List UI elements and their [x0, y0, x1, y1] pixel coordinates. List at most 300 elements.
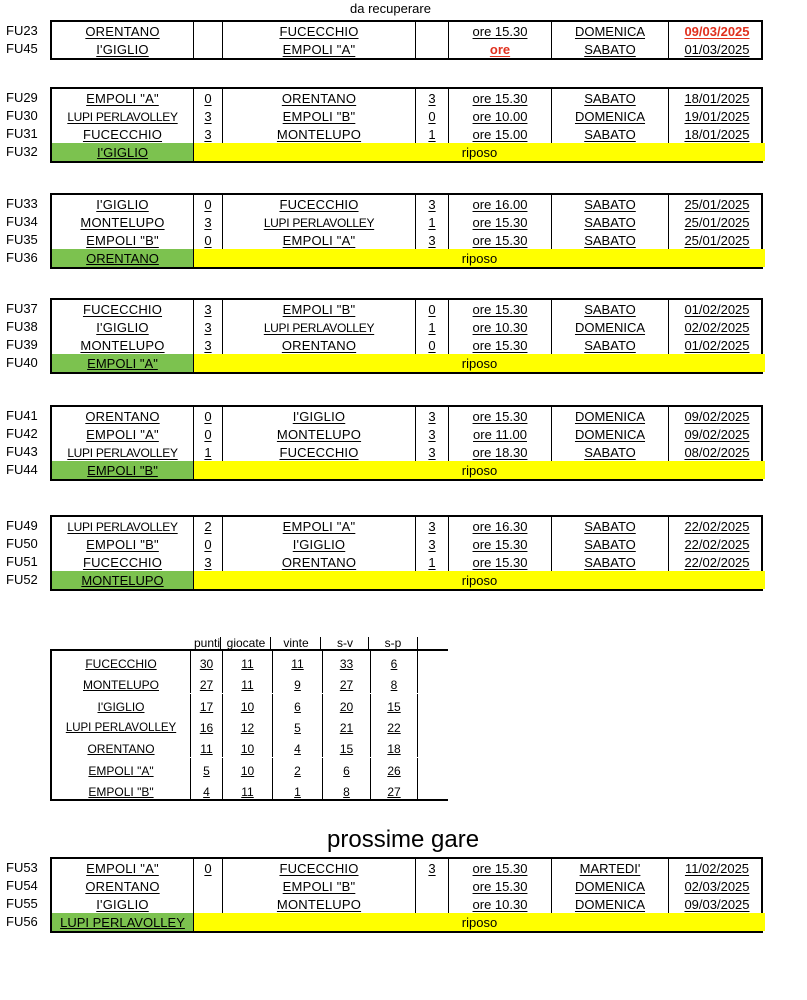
cell-as [415, 22, 448, 40]
riposo-team-name: ORENTANO [86, 251, 159, 266]
standings-value-team: LUPI PERLAVOLLEY [65, 721, 177, 734]
cell-as [415, 517, 448, 535]
match-code: FU34 [6, 214, 38, 229]
cell-home [52, 443, 193, 461]
riposo-label: riposo [461, 915, 498, 930]
cell-time [448, 231, 551, 249]
value-away: MONTELUPO [276, 427, 362, 442]
standings-value-punti: 16 [199, 720, 214, 735]
standings-table [50, 627, 448, 801]
value-home: EMPOLI "A" [86, 861, 159, 876]
standings-col-header: punti [193, 636, 220, 650]
cell-date [668, 553, 765, 571]
cell-hs [193, 107, 222, 125]
value-day: SABATO [584, 445, 636, 460]
cell-away [222, 213, 415, 231]
cell-home [52, 895, 193, 913]
cell-day [551, 300, 668, 318]
cell-away [222, 107, 415, 125]
cell-home [52, 336, 193, 354]
standings-value-punti: 5 [203, 763, 210, 778]
cell-home [52, 107, 193, 125]
cell-home [52, 89, 193, 107]
value-day: SABATO [584, 537, 636, 552]
cell-home [52, 300, 193, 318]
value-away: EMPOLI "A" [282, 519, 356, 534]
standings-team [52, 758, 190, 779]
match-code: FU45 [6, 41, 38, 56]
cell-as [415, 895, 448, 913]
standings-value-team: EMPOLI "B" [88, 784, 154, 799]
cell-time [448, 195, 551, 213]
value-date: 02/02/2025 [684, 320, 750, 335]
cell-time [448, 895, 551, 913]
cell-time [448, 859, 551, 877]
value-as: 1 [428, 555, 436, 570]
value-home: I'GIGLIO [96, 197, 149, 212]
value-home: FUCECCHIO [82, 555, 163, 570]
cell-away [222, 443, 415, 461]
cell-home [52, 231, 193, 249]
standings-giocate [222, 651, 272, 672]
standings-value-vinte: 6 [294, 699, 301, 714]
value-home: EMPOLI "B" [86, 233, 159, 248]
standings-value-vinte: 2 [294, 763, 301, 778]
standings-value-team: EMPOLI "A" [88, 763, 154, 778]
value-home: ORENTANO [85, 879, 160, 894]
cell-time [448, 407, 551, 425]
cell-as [415, 213, 448, 231]
value-day: SABATO [584, 302, 636, 317]
cell-day [551, 107, 668, 125]
value-date: 22/02/2025 [684, 519, 750, 534]
standings-sp [370, 651, 418, 672]
standings-value-vinte: 9 [294, 678, 301, 693]
cell-as [415, 535, 448, 553]
value-home: ORENTANO [85, 24, 160, 39]
value-home: ORENTANO [85, 409, 160, 424]
value-hs: 3 [204, 215, 212, 230]
value-away: FUCECCHIO [279, 861, 359, 876]
value-time: ore 11.00 [473, 427, 527, 442]
value-date: 09/02/2025 [684, 427, 750, 442]
value-away: FUCECCHIO [279, 445, 359, 460]
value-hs: 3 [204, 302, 212, 317]
standings-value-vinte: 11 [291, 657, 304, 671]
standings-value-sp: 6 [390, 657, 398, 671]
cell-home [52, 425, 193, 443]
match-code: FU44 [6, 462, 38, 477]
cell-away [222, 425, 415, 443]
match-row [52, 425, 761, 443]
cell-day [551, 517, 668, 535]
cell-away [222, 318, 415, 336]
cell-date [668, 300, 765, 318]
riposo-label: riposo [461, 251, 498, 266]
standings-punti [190, 758, 222, 779]
value-time: ore 15.00 [472, 127, 528, 142]
value-time: ore 15.30 [472, 879, 528, 894]
standings-value-sp: 22 [387, 720, 401, 735]
value-date: 01/03/2025 [684, 42, 750, 57]
value-date: 02/03/2025 [684, 879, 750, 894]
standings-value-giocate: 10 [240, 763, 255, 778]
cell-away [222, 407, 415, 425]
value-day: SABATO [584, 127, 636, 142]
standings-giocate [222, 715, 272, 736]
standings-sv [322, 651, 370, 672]
standings-value-vinte: 5 [294, 720, 301, 735]
match-row [52, 877, 761, 895]
standings-giocate [222, 779, 272, 800]
standings-sp [370, 672, 418, 693]
standings-value-punti: 17 [199, 699, 214, 714]
cell-hs [193, 443, 222, 461]
match-code: FU52 [6, 572, 38, 587]
standings-sp [370, 715, 418, 736]
standings-team [52, 715, 190, 736]
value-day: MARTEDI' [579, 861, 641, 876]
value-hs: 1 [204, 445, 212, 460]
value-as: 3 [428, 409, 436, 424]
value-home: FUCECCHIO [82, 127, 163, 142]
cell-away [222, 300, 415, 318]
match-block [50, 515, 763, 591]
riposo-band [193, 354, 765, 372]
next-matches-title: prossime gare [327, 826, 480, 853]
cell-hs [193, 407, 222, 425]
cell-hs [193, 877, 222, 895]
value-time: ore 16.00 [472, 197, 528, 212]
cell-hs [193, 89, 222, 107]
cell-time [448, 443, 551, 461]
riposo-team-name: EMPOLI "A" [87, 356, 158, 371]
match-code: FU50 [6, 536, 38, 551]
cell-date [668, 336, 765, 354]
cell-hs [193, 22, 222, 40]
cell-date [668, 535, 765, 553]
standings-value-sv: 21 [339, 720, 354, 735]
riposo-row [52, 571, 761, 589]
cell-home [52, 125, 193, 143]
value-hs: 3 [204, 555, 212, 570]
cell-time [448, 877, 551, 895]
match-row [52, 407, 761, 425]
value-date: 25/01/2025 [684, 197, 750, 212]
value-day: SABATO [584, 42, 636, 57]
cell-away [222, 877, 415, 895]
standings-vinte [272, 715, 322, 736]
match-code: FU38 [6, 319, 38, 334]
cell-date [668, 231, 765, 249]
value-hs: 0 [204, 197, 212, 212]
value-time: ore [489, 42, 511, 57]
match-code: FU54 [6, 878, 38, 893]
cell-away [222, 535, 415, 553]
match-row [52, 89, 761, 107]
value-hs: 3 [204, 127, 212, 142]
cell-day [551, 443, 668, 461]
standings-value-sp: 18 [387, 742, 401, 757]
cell-as [415, 336, 448, 354]
standings-value-sv: 15 [339, 742, 354, 757]
riposo-label: riposo [461, 356, 498, 371]
cell-date [668, 195, 765, 213]
value-as: 0 [428, 302, 436, 317]
value-date: 09/03/2025 [684, 24, 750, 39]
cell-date [668, 877, 765, 895]
value-date: 01/02/2025 [684, 338, 750, 353]
riposo-row [52, 249, 761, 267]
standings-value-sv: 27 [339, 678, 354, 693]
value-day: SABATO [584, 91, 636, 106]
value-date: 19/01/2025 [684, 109, 750, 124]
match-code: FU29 [6, 90, 38, 105]
standings-giocate [222, 672, 272, 693]
value-away: EMPOLI "A" [282, 233, 356, 248]
value-home: I'GIGLIO [96, 320, 149, 335]
value-date: 18/01/2025 [684, 91, 750, 106]
value-away: MONTELUPO [276, 897, 362, 912]
value-day: DOMENICA [574, 879, 646, 894]
match-code: FU51 [6, 554, 38, 569]
standings-value-sp: 8 [390, 678, 398, 693]
value-as: 3 [428, 233, 436, 248]
value-as: 3 [428, 537, 436, 552]
standings-value-giocate: 10 [240, 742, 255, 757]
cell-hs [193, 859, 222, 877]
value-as: 3 [428, 427, 436, 442]
value-home: LUPI PERLAVOLLEY [67, 446, 178, 460]
cell-as [415, 443, 448, 461]
value-home: I'GIGLIO [96, 897, 149, 912]
value-time: ore 16.30 [472, 519, 528, 534]
cell-day [551, 425, 668, 443]
cell-date [668, 895, 765, 913]
value-away: EMPOLI "B" [282, 879, 356, 894]
cell-day [551, 859, 668, 877]
value-as: 0 [428, 338, 436, 353]
cell-time [448, 213, 551, 231]
value-hs: 0 [204, 409, 212, 424]
value-away: LUPI PERLAVOLLEY [263, 321, 375, 335]
cell-day [551, 89, 668, 107]
riposo-team-name: EMPOLI "B" [87, 463, 158, 478]
match-code: FU40 [6, 355, 38, 370]
cell-hs [193, 895, 222, 913]
standings-value-team: ORENTANO [87, 742, 155, 757]
standings-punti [190, 651, 222, 672]
match-row [52, 535, 761, 553]
value-hs: 0 [204, 91, 212, 106]
riposo-team [52, 354, 193, 372]
cell-hs [193, 125, 222, 143]
standings-value-sp: 27 [387, 784, 401, 799]
cell-date [668, 22, 765, 40]
value-home: EMPOLI "A" [86, 91, 159, 106]
value-home: MONTELUPO [80, 338, 165, 353]
cell-away [222, 89, 415, 107]
cell-date [668, 859, 765, 877]
match-code: FU56 [6, 914, 38, 929]
value-day: SABATO [584, 555, 636, 570]
match-block [50, 20, 763, 60]
standings-sv [322, 736, 370, 757]
cell-away [222, 40, 415, 58]
value-as: 1 [428, 127, 436, 142]
standings-punti [190, 715, 222, 736]
cell-as [415, 195, 448, 213]
section-header-recuperare: da recuperare [350, 1, 431, 16]
riposo-team [52, 461, 193, 479]
value-hs: 0 [204, 537, 212, 552]
cell-as [415, 877, 448, 895]
value-day: DOMENICA [574, 409, 646, 424]
standings-value-team: I'GIGLIO [97, 699, 145, 714]
cell-home [52, 318, 193, 336]
match-row [52, 895, 761, 913]
match-row [52, 859, 761, 877]
cell-home [52, 535, 193, 553]
riposo-band [193, 143, 765, 161]
standings-body [50, 649, 448, 801]
cell-home [52, 553, 193, 571]
value-day: DOMENICA [574, 320, 646, 335]
value-as: 3 [428, 861, 436, 876]
riposo-row [52, 913, 761, 931]
match-code: FU30 [6, 108, 38, 123]
match-row [52, 553, 761, 571]
match-row [52, 22, 761, 40]
standings-giocate [222, 694, 272, 715]
match-code: FU36 [6, 250, 38, 265]
match-row [52, 336, 761, 354]
cell-date [668, 213, 765, 231]
standings-sp [370, 779, 418, 800]
cell-home [52, 22, 193, 40]
cell-date [668, 107, 765, 125]
match-row [52, 443, 761, 461]
standings-sv [322, 779, 370, 800]
cell-time [448, 425, 551, 443]
standings-team [52, 694, 190, 715]
riposo-row [52, 143, 761, 161]
value-time: ore 15.30 [472, 861, 528, 876]
cell-hs [193, 195, 222, 213]
standings-value-vinte: 4 [294, 742, 301, 757]
value-time: ore 10.30 [472, 897, 528, 912]
value-time: ore 15.30 [472, 555, 528, 570]
value-time: ore 10.30 [472, 320, 528, 335]
cell-time [448, 22, 551, 40]
cell-hs [193, 40, 222, 58]
standings-sv [322, 758, 370, 779]
value-date: 01/02/2025 [684, 302, 750, 317]
value-date: 09/02/2025 [684, 409, 750, 424]
cell-hs [193, 336, 222, 354]
cell-home [52, 213, 193, 231]
match-block [50, 193, 763, 269]
value-day: DOMENICA [574, 427, 646, 442]
cell-away [222, 336, 415, 354]
standings-value-giocate: 11 [241, 678, 254, 693]
cell-home [52, 859, 193, 877]
match-code: FU39 [6, 337, 38, 352]
cell-as [415, 318, 448, 336]
riposo-band [193, 461, 765, 479]
cell-hs [193, 318, 222, 336]
value-hs: 3 [204, 320, 212, 335]
riposo-band [193, 249, 765, 267]
value-away: EMPOLI "B" [282, 109, 356, 124]
value-as: 1 [428, 320, 436, 335]
riposo-team [52, 249, 193, 267]
standings-sv [322, 715, 370, 736]
value-away: MONTELUPO [276, 127, 362, 142]
value-away: I'GIGLIO [292, 537, 346, 552]
value-away: FUCECCHIO [279, 24, 359, 39]
standings-sp [370, 758, 418, 779]
value-away: ORENTANO [281, 555, 357, 570]
cell-hs [193, 535, 222, 553]
standings-col-header: giocate [220, 637, 271, 649]
standings-giocate [222, 736, 272, 757]
value-home: LUPI PERLAVOLLEY [67, 520, 178, 534]
value-home: EMPOLI "A" [86, 427, 159, 442]
standings-value-punti: 30 [199, 657, 214, 671]
match-block [50, 298, 763, 374]
cell-date [668, 318, 765, 336]
cell-as [415, 300, 448, 318]
cell-day [551, 877, 668, 895]
riposo-team-name: MONTELUPO [81, 573, 164, 588]
standings-value-sp: 15 [387, 699, 401, 714]
standings-vinte [272, 758, 322, 779]
cell-day [551, 318, 668, 336]
cell-away [222, 231, 415, 249]
standings-col-header: vinte [270, 637, 321, 649]
standings-punti [190, 672, 222, 693]
match-row [52, 107, 761, 125]
cell-time [448, 107, 551, 125]
match-block [50, 405, 763, 481]
value-as: 3 [428, 197, 436, 212]
value-away: I'GIGLIO [292, 409, 346, 424]
match-row [52, 195, 761, 213]
value-time: ore 10.00 [472, 109, 528, 124]
match-row [52, 213, 761, 231]
match-code: FU53 [6, 860, 38, 875]
cell-date [668, 89, 765, 107]
riposo-row [52, 354, 761, 372]
value-date: 22/02/2025 [684, 555, 750, 570]
value-away: FUCECCHIO [279, 197, 359, 212]
value-day: DOMENICA [574, 24, 646, 39]
value-home: EMPOLI "B" [86, 537, 159, 552]
value-hs: 0 [204, 861, 212, 876]
match-row [52, 40, 761, 58]
standings-vinte [272, 651, 322, 672]
value-hs: 3 [204, 338, 212, 353]
value-home: I'GIGLIO [96, 42, 149, 57]
cell-day [551, 125, 668, 143]
standings-team [52, 651, 190, 672]
cell-as [415, 859, 448, 877]
value-day: SABATO [584, 338, 636, 353]
riposo-team [52, 143, 193, 161]
value-hs: 0 [204, 427, 212, 442]
standings-value-giocate: 11 [241, 784, 254, 799]
